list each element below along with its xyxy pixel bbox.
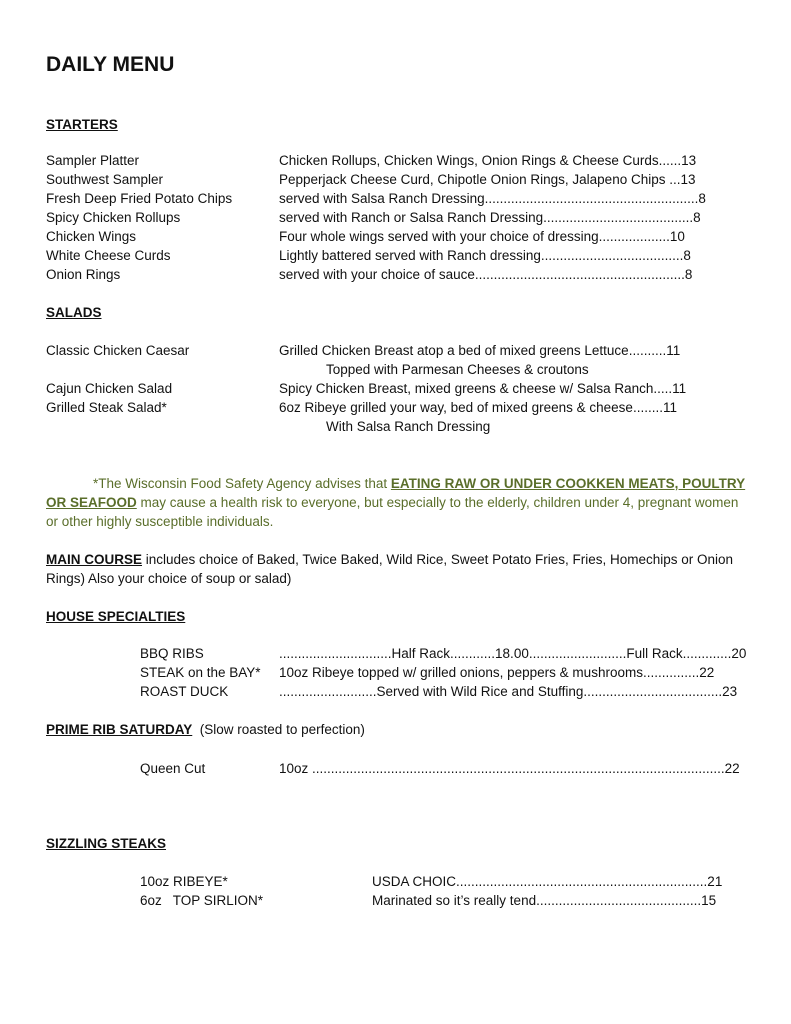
starter-item-name: Southwest Sampler <box>46 172 164 187</box>
salad-item-name: Classic Chicken Caesar <box>46 343 190 358</box>
salad-item-desc: Spicy Chicken Breast, mixed greens & cheese w/ Salsa Ranch.....11 <box>279 381 687 396</box>
starter-item-name: Sampler Platter <box>46 153 140 168</box>
starter-item-name: White Cheese Curds <box>46 248 171 263</box>
specialty-item-name: BBQ RIBS <box>140 646 204 661</box>
prime-rib-heading: PRIME RIB SATURDAY <box>46 722 193 737</box>
advisory-emphasis: EATING RAW OR UNDER COOKKEN MEATS, POULTRY OR SEAFOOD <box>46 476 746 510</box>
prime-rib-item-name: Queen Cut <box>140 761 206 776</box>
main-course-heading: MAIN COURSE <box>46 552 143 567</box>
sizzling-steaks-heading: SIZZLING STEAKS <box>46 836 167 851</box>
starter-item-desc: served with your choice of sauce........................................................8 <box>279 267 693 282</box>
salad-item-name: Cajun Chicken Salad <box>46 381 173 396</box>
specialty-item-name: ROAST DUCK <box>140 684 229 699</box>
salad-item-subdesc: Topped with Parmesan Cheeses & croutons <box>326 362 589 377</box>
main-course-text: includes choice of Baked, Twice Baked, Wild Rice, Sweet Potato Fries, Fries, Homechips or Onion Rings) Also your choice of soup or salad) <box>46 552 734 586</box>
prime-rib-item-desc: 10oz ..............................................................................................................22 <box>279 761 740 776</box>
starter-item-desc: served with Salsa Ranch Dressing.........................................................8 <box>279 191 706 206</box>
salad-item-desc: 6oz Ribeye grilled your way, bed of mixed greens & cheese........11 <box>279 400 677 415</box>
starter-item-desc: Chicken Rollups, Chicken Wings, Onion Rings & Cheese Curds......13 <box>279 153 697 168</box>
starter-item-desc: Lightly battered served with Ranch dressing......................................8 <box>279 248 691 263</box>
starter-item-name: Fresh Deep Fried Potato Chips <box>46 191 233 206</box>
starter-item-name: Chicken Wings <box>46 229 137 244</box>
starter-item-desc: Four whole wings served with your choice of dressing...................10 <box>279 229 685 244</box>
specialty-item-desc: ..........................Served with Wild Rice and Stuffing.....................................23 <box>279 684 738 699</box>
steak-item-name: 10oz RIBEYE* <box>140 874 228 889</box>
steak-item-desc: USDA CHOIC...................................................................21 <box>372 874 723 889</box>
starter-item-desc: Pepperjack Cheese Curd, Chipotle Onion Rings, Jalapeno Chips ...13 <box>279 172 696 187</box>
prime-rib-header <box>46 720 365 739</box>
starter-item-desc: served with Ranch or Salsa Ranch Dressing........................................8 <box>279 210 701 225</box>
specialty-item-desc: ..............................Half Rack............18.00..........................Full Rack.............20 <box>279 646 747 661</box>
food-safety-advisory <box>46 474 752 531</box>
page-title: DAILY MENU <box>46 53 175 76</box>
advisory-text-before: *The Wisconsin Food Safety Agency advises that <box>93 476 391 491</box>
specialty-item-name: STEAK on the BAY* <box>140 665 261 680</box>
prime-rib-note: (Slow roasted to perfection) <box>199 722 365 737</box>
starter-item-name: Spicy Chicken Rollups <box>46 210 181 225</box>
salad-item-desc: Grilled Chicken Breast atop a bed of mixed greens Lettuce..........11 <box>279 343 681 358</box>
advisory-text-after: may cause a health risk to everyone, but especially to the elderly, children under 4, pregnant women or other highly susceptible individuals. <box>46 495 739 529</box>
salad-item-subdesc: With Salsa Ranch Dressing <box>326 419 491 434</box>
starters-heading: STARTERS <box>46 117 118 132</box>
main-course-note <box>46 550 752 588</box>
starter-item-name: Onion Rings <box>46 267 121 282</box>
specialty-item-desc: 10oz Ribeye topped w/ grilled onions, peppers & mushrooms...............22 <box>279 665 715 680</box>
steak-item-name: 6oz TOP SIRLION* <box>140 893 264 908</box>
house-specialties-heading: HOUSE SPECIALTIES <box>46 609 186 624</box>
salad-item-name: Grilled Steak Salad* <box>46 400 167 415</box>
salads-heading: SALADS <box>46 305 102 320</box>
steak-item-desc: Marinated so it’s really tend............................................15 <box>372 893 717 908</box>
